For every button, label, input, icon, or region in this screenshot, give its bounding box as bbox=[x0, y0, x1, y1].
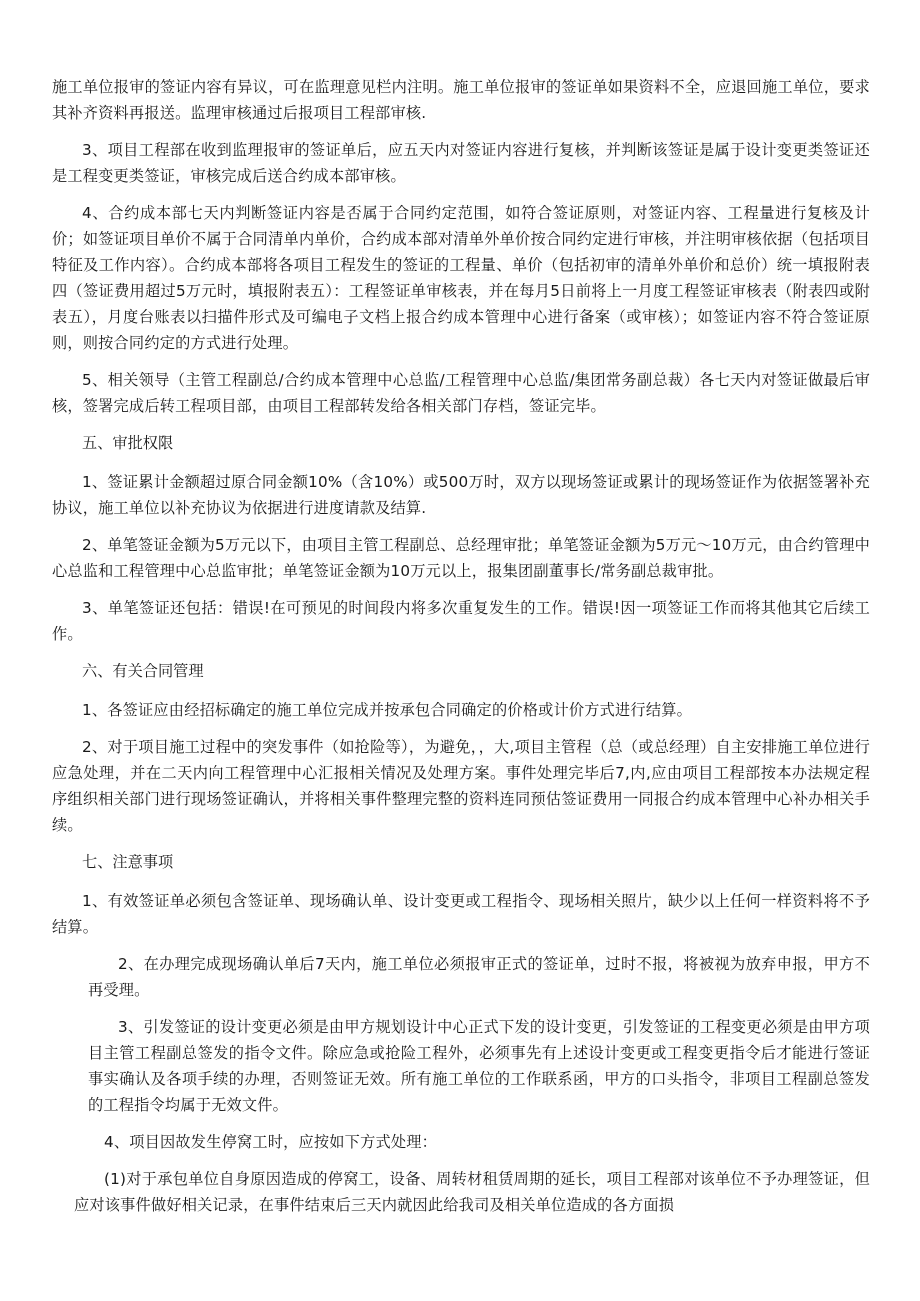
paragraph-approval-3: 3、单笔签证还包括：错误!在可预见的时间段内将多次重复发生的工作。错误!因一项签证工作而将其他其它后续工作。 bbox=[52, 599, 870, 643]
paragraph-contract-2: 2、对于项目施工过程中的突发事件（如抢险等），为避免，，大,项目主管程（总（或总经理）自主安排施工单位进行应急处理，并在二天内向工程管理中心汇报相关情况及处理方案。事件处理完毕后7,内,应由项目工程部按本办法规定程序组织相关部门进行现场签证确认，并将相关事件整理完整的资料连同预估签证费用一同报合约成本管理中心补办相关手续。 bbox=[52, 738, 870, 834]
paragraph-item-3-project-review: 3、项目工程部在收到监理报审的签证单后，应五天内对签证内容进行复核，并判断该签证是属于设计变更类签证还是工程变更类签证，审核完成后送合约成本部审核。 bbox=[52, 141, 870, 185]
paragraph-item-4-cost-review: 4、合约成本部七天内判断签证内容是否属于合同约定范围，如符合签证原则，对签证内容、工程量进行复核及计价；如签证项目单价不属于合同清单内单价，合约成本部对清单外单价按合同约定进行审核，并注明审核依据（包括项目特征及工作内容）。合约成本部将各项目工程发生的签证的工程量、单价（包括初审的清单外单价和总价）统一填报附表四（签证费用超过5万元时，填报附表五）：工程签证单审核表，并在每月5日前将上一月度工程签证审核表（附表四或附表五），月度台账表以扫描件形式及可编电子文档上报合约成本管理中心进行备案（或审核）；如签证内容不符合签证原则，则按合同约定的方式进行处理。 bbox=[52, 204, 870, 352]
paragraph-notes-4-sub-1: (1)对于承包单位自身原因造成的停窝工，设备、周转材租赁周期的延长，项目工程部对该单位不予办理签证，但应对该事件做好相关记录，在事件结束后三天内就因此给我司及相关单位造成的各方面损 bbox=[74, 1170, 870, 1214]
section-heading-notes: 七、注意事项 bbox=[82, 853, 174, 871]
paragraph-approval-1: 1、签证累计金额超过原合同金额10%（含10%）或500万时，双方以现场签证或累计的现场签证作为依据签署补充协议，施工单位以补充协议为依据进行进度请款及结算. bbox=[52, 473, 870, 517]
paragraph-visa-objection: 施工单位报审的签证内容有异议，可在监理意见栏内注明。施工单位报审的签证单如果资料不全，应退回施工单位，要求其补齐资料再报送。监理审核通过后报项目工程部审核. bbox=[52, 78, 870, 122]
paragraph-notes-2: 2、在办理完成现场确认单后7天内，施工单位必须报审正式的签证单，过时不报，将被视为放弃申报，甲方不再受理。 bbox=[88, 955, 870, 999]
paragraph-notes-3: 3、引发签证的设计变更必须是由甲方规划设计中心正式下发的设计变更，引发签证的工程变更必须是由甲方项目主管工程副总签发的指令文件。除应急或抢险工程外，必须事先有上述设计变更或工程变更指令后才能进行签证事实确认及各项手续的办理，否则签证无效。所有施工单位的工作联系函，甲方的口头指令，非项目工程副总签发的工程指令均属于无效文件。 bbox=[88, 1018, 870, 1114]
document-page bbox=[52, 74, 870, 1229]
section-heading-approval-authority: 五、审批权限 bbox=[82, 434, 174, 452]
paragraph-notes-1: 1、有效签证单必须包含签证单、现场确认单、设计变更或工程指令、现场相关照片，缺少以上任何一样资料将不予结算。 bbox=[52, 892, 870, 936]
paragraph-contract-1: 1、各签证应由经招标确定的施工单位完成并按承包合同确定的价格或计价方式进行结算。 bbox=[82, 701, 692, 719]
section-heading-contract-management: 六、有关合同管理 bbox=[82, 662, 204, 680]
paragraph-notes-4: 4、项目因故发生停窝工时，应按如下方式处理： bbox=[104, 1133, 438, 1151]
paragraph-approval-2: 2、单笔签证金额为5万元以下，由项目主管工程副总、总经理审批；单笔签证金额为5万元～10万元，由合约管理中心总监和工程管理中心总监审批；单笔签证金额为10万元以上，报集团副董事长/常务副总裁审批。 bbox=[52, 536, 870, 580]
paragraph-item-5-final-review: 5、相关领导（主管工程副总/合约成本管理中心总监/工程管理中心总监/集团常务副总裁）各七天内对签证做最后审核，签署完成后转工程项目部，由项目工程部转发给各相关部门存档，签证完毕。 bbox=[52, 371, 870, 415]
